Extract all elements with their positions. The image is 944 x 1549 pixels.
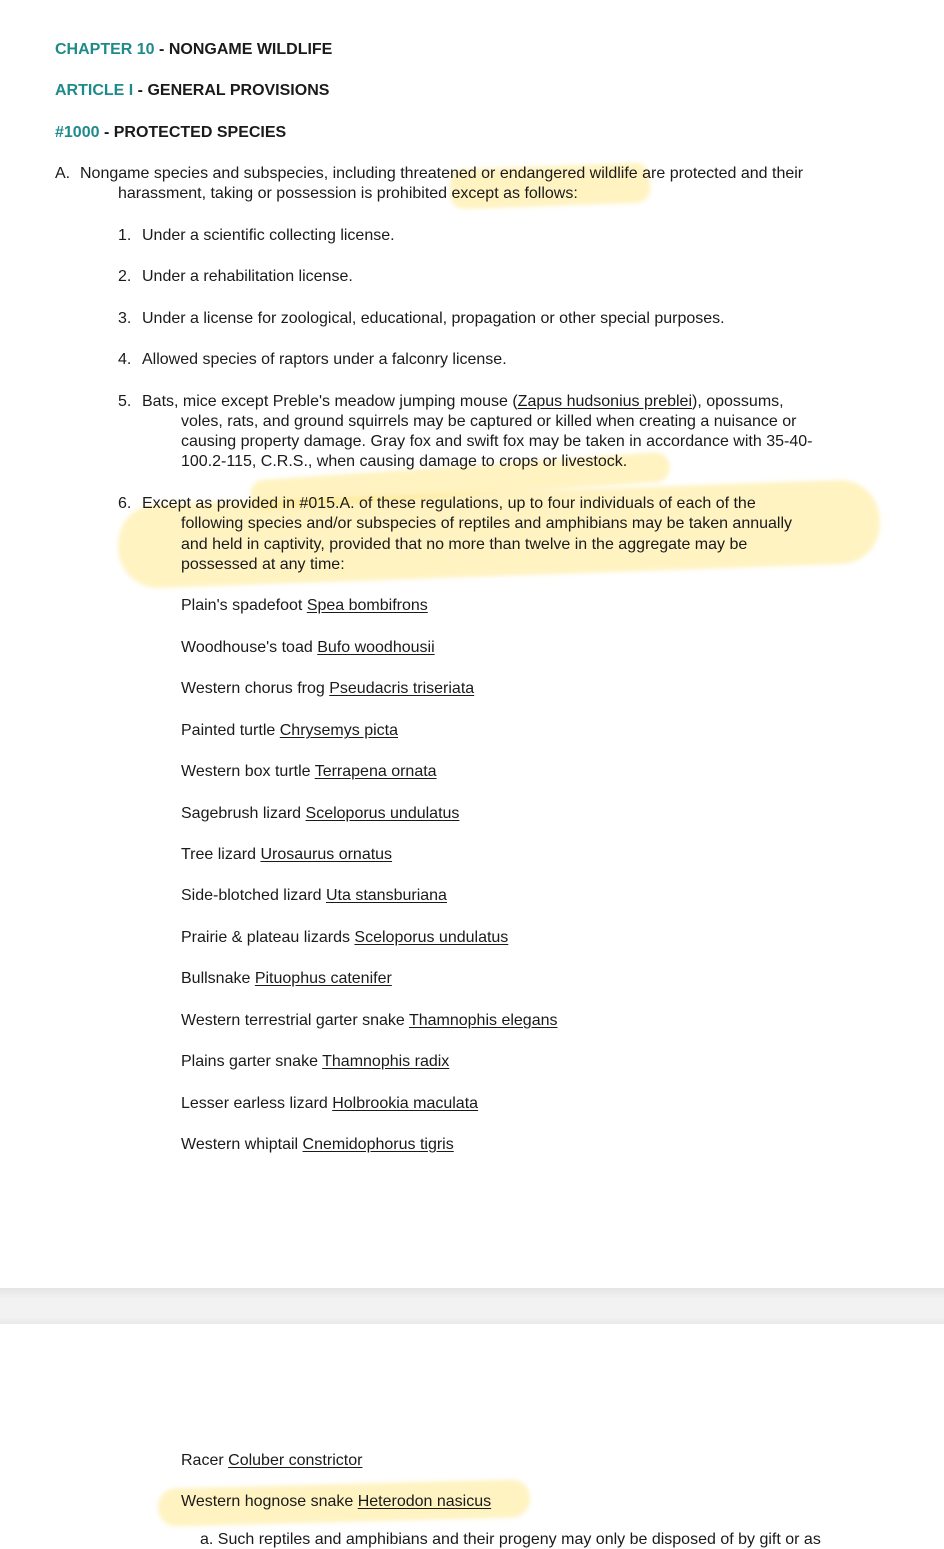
species-common-name: Tree lizard xyxy=(181,846,256,863)
item-6-number: 6. xyxy=(118,495,132,512)
species-item xyxy=(181,762,437,782)
species-scientific-name[interactable]: Uta stansburiana xyxy=(325,887,447,904)
species-item xyxy=(181,928,508,948)
section-heading: #1000 - PROTECTED SPECIES xyxy=(55,124,287,141)
species-item xyxy=(181,679,474,699)
species-item xyxy=(181,1052,449,1072)
species-common-name: Plains garter snake xyxy=(181,1053,318,1070)
species-scientific-name[interactable]: Heterodon nasicus xyxy=(357,1493,492,1510)
species-scientific-name[interactable]: Thamnophis radix xyxy=(322,1053,450,1070)
item-5-line-1-post: ), opossums, xyxy=(692,393,784,410)
species-common-name: Western hognose snake xyxy=(181,1493,354,1510)
section-number[interactable]: #1000 xyxy=(55,124,100,141)
species-scientific-name[interactable]: Bufo woodhousii xyxy=(317,639,435,656)
species-common-name: Woodhouse's toad xyxy=(181,639,313,656)
species-common-name: Western box turtle xyxy=(181,763,311,780)
item-6-line-1: Except as provided in #015.A. of these regulations, up to four individuals of each of the xyxy=(142,495,756,512)
page-break-gap xyxy=(0,1288,944,1324)
species-scientific-name[interactable]: Holbrookia maculata xyxy=(332,1095,479,1112)
species-scientific-name[interactable]: Thamnophis elegans xyxy=(408,1012,558,1029)
species-item xyxy=(181,721,398,741)
chapter-title: NONGAME WILDLIFE xyxy=(168,41,333,58)
section-title: PROTECTED SPECIES xyxy=(113,124,287,141)
species-common-name: Bullsnake xyxy=(181,970,251,987)
species-scientific-name[interactable]: Spea bombifrons xyxy=(306,597,428,614)
species-item xyxy=(181,1492,491,1512)
species-item xyxy=(181,1011,558,1031)
item-6-line-3: and held in captivity, provided that no more than twelve in the aggregate may be xyxy=(181,536,748,553)
species-common-name: Painted turtle xyxy=(181,722,276,739)
item-5-line-4: 100.2-115, C.R.S., when causing damage to crops or livestock. xyxy=(181,453,628,470)
item-5-line-1-pre: Bats, mice except Preble's meadow jumping mouse ( xyxy=(142,393,518,410)
species-common-name: Western chorus frog xyxy=(181,680,325,697)
species-scientific-name[interactable]: Sceloporus undulatus xyxy=(354,929,509,946)
chapter-heading: CHAPTER 10 - NONGAME WILDLIFE xyxy=(55,41,333,58)
item-4-text: Allowed species of raptors under a falconry license. xyxy=(142,351,507,368)
item-4-number: 4. xyxy=(118,351,132,368)
item-1-number: 1. xyxy=(118,227,132,244)
species-item xyxy=(181,638,435,658)
species-scientific-name[interactable]: Pseudacris triseriata xyxy=(329,680,475,697)
article-number[interactable]: ARTICLE I xyxy=(55,82,134,99)
para-a-line-2: harassment, taking or possession is prohibited except as follows: xyxy=(118,185,578,202)
item-6-line-4: possessed at any time: xyxy=(181,556,345,573)
item-5-line-2: voles, rats, and ground squirrels may be captured or killed when creating a nuisance or xyxy=(181,413,797,430)
species-item xyxy=(181,969,392,989)
item-3-text: Under a license for zoological, educational, propagation or other special purposes. xyxy=(142,310,725,327)
species-item xyxy=(181,845,392,865)
species-common-name: Plain's spadefoot xyxy=(181,597,303,614)
species-scientific-name[interactable]: Pituophus catenifer xyxy=(254,970,392,987)
species-item xyxy=(181,1135,454,1155)
species-common-name: Prairie & plateau lizards xyxy=(181,929,350,946)
item-3-number: 3. xyxy=(118,310,132,327)
species-scientific-name[interactable]: Coluber constrictor xyxy=(228,1452,363,1469)
article-heading: ARTICLE I - GENERAL PROVISIONS xyxy=(55,82,330,99)
chapter-number[interactable]: CHAPTER 10 xyxy=(55,41,155,58)
para-a-label: A. xyxy=(55,165,71,182)
species-common-name: Western terrestrial garter snake xyxy=(181,1012,405,1029)
species-item xyxy=(181,886,447,906)
item-5-line-1 xyxy=(142,392,784,412)
species-item xyxy=(181,1094,478,1114)
species-item xyxy=(181,596,428,616)
species-item xyxy=(181,1451,362,1471)
para-a-line-1: Nongame species and subspecies, including threatened or endangered wildlife are protected and their xyxy=(80,165,804,182)
species-scientific-name[interactable]: Chrysemys picta xyxy=(279,722,398,739)
species-item xyxy=(181,804,459,824)
species-common-name: Side-blotched lizard xyxy=(181,887,322,904)
item-5-scientific-name[interactable]: Zapus hudsonius preblei xyxy=(517,393,693,410)
species-common-name: Lesser earless lizard xyxy=(181,1095,328,1112)
species-scientific-name[interactable]: Cnemidophorus tigris xyxy=(302,1136,454,1153)
item-5-line-3: causing property damage. Gray fox and swift fox may be taken in accordance with 35-40- xyxy=(181,433,813,450)
item-2-text: Under a rehabilitation license. xyxy=(142,268,353,285)
species-scientific-name[interactable]: Terrapena ornata xyxy=(314,763,437,780)
item-2-number: 2. xyxy=(118,268,132,285)
species-common-name: Western whiptail xyxy=(181,1136,299,1153)
article-title: GENERAL PROVISIONS xyxy=(147,82,330,99)
item-6-line-2: following species and/or subspecies of reptiles and amphibians may be taken annually xyxy=(181,515,793,532)
item-1-text: Under a scientific collecting license. xyxy=(142,227,395,244)
species-common-name: Racer xyxy=(181,1452,224,1469)
species-common-name: Sagebrush lizard xyxy=(181,805,302,822)
species-scientific-name[interactable]: Urosaurus ornatus xyxy=(260,846,393,863)
cutoff-text-line: a. Such reptiles and amphibians and their progeny may only be disposed of by gift or as xyxy=(200,1531,821,1548)
species-scientific-name[interactable]: Sceloporus undulatus xyxy=(305,805,460,822)
item-5-number: 5. xyxy=(118,393,132,410)
